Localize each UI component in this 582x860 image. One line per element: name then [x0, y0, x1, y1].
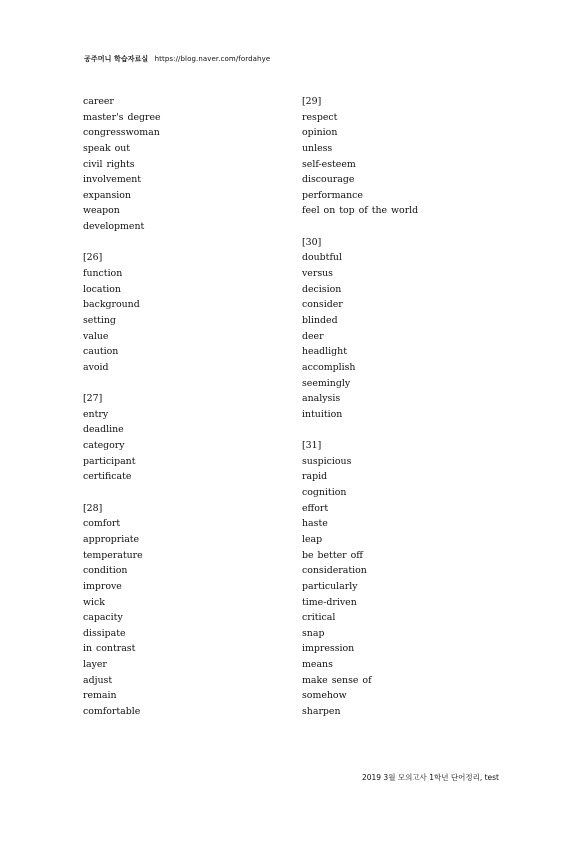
spacer	[83, 235, 313, 251]
vocab-word: be better off	[302, 549, 363, 561]
blog-name: 공주머니 학습자료실	[84, 55, 149, 63]
vocab-word: caution	[83, 346, 119, 358]
vocab-word: civil rights	[83, 158, 135, 170]
section-number: [26]	[83, 252, 103, 264]
vocab-word: development	[83, 221, 145, 233]
vocab-word: headlight	[302, 346, 347, 358]
vocab-word: somehow	[302, 690, 347, 702]
vocab-word: respect	[302, 111, 338, 123]
page-footer: 2019 3월 모의고사 1학년 단어정리, test	[361, 773, 499, 782]
vocab-word: participant	[83, 455, 136, 467]
vocab-word: entry	[83, 408, 109, 420]
section-number: [28]	[83, 502, 103, 514]
vocab-word: weapon	[83, 205, 120, 217]
vocab-word: discourage	[302, 174, 355, 186]
vocab-word: certificate	[83, 471, 132, 483]
vocab-word: time-driven	[302, 596, 357, 608]
vocab-word: impression	[302, 643, 355, 655]
section-number: [30]	[302, 236, 322, 248]
vocab-word: in contrast	[83, 643, 136, 655]
vocab-word: unless	[302, 142, 333, 154]
vocab-word: consideration	[302, 565, 367, 577]
section-number: [31]	[302, 440, 322, 452]
vocab-word: dissipate	[83, 627, 126, 639]
vocab-word: adjust	[83, 674, 113, 686]
spacer	[83, 485, 313, 501]
spacer	[83, 376, 313, 392]
vocab-word: seemingly	[302, 377, 351, 389]
vocab-word: avoid	[83, 361, 109, 373]
page-header	[84, 54, 270, 64]
vocab-word: doubtful	[302, 252, 342, 264]
vocab-word: performance	[302, 189, 363, 201]
vocab-word: layer	[83, 659, 107, 671]
vocab-word: wick	[83, 596, 105, 608]
right-word-column	[302, 94, 532, 720]
spacer	[302, 219, 532, 235]
vocab-word: location	[83, 283, 121, 295]
vocab-word: rapid	[302, 471, 328, 483]
vocab-word: involvement	[83, 174, 142, 186]
vocab-word: appropriate	[83, 533, 140, 545]
vocab-word: background	[83, 299, 140, 311]
vocab-word: self-esteem	[302, 158, 356, 170]
vocab-word: haste	[302, 518, 328, 530]
vocab-word: capacity	[83, 612, 123, 624]
vocab-word: means	[302, 659, 333, 671]
vocab-word: speak out	[83, 142, 131, 154]
blog-url: https://blog.naver.com/fordahye	[154, 55, 271, 63]
vocab-word: consider	[302, 299, 343, 311]
vocab-word: comfortable	[83, 705, 141, 717]
vocab-word: temperature	[83, 549, 143, 561]
vocab-word: opinion	[302, 127, 338, 139]
vocab-word: deadline	[83, 424, 124, 436]
vocab-word: analysis	[302, 393, 341, 405]
section-number: [29]	[302, 96, 322, 107]
vocab-word: master's degree	[83, 111, 161, 123]
vocab-word: deer	[302, 330, 324, 342]
vocab-word: leap	[302, 533, 323, 545]
vocab-word: comfort	[83, 518, 121, 530]
vocab-word: value	[83, 330, 109, 342]
vocab-word: function	[83, 268, 123, 280]
vocab-word: versus	[302, 268, 333, 280]
vocab-word: career	[83, 96, 114, 107]
vocab-word: condition	[83, 565, 128, 577]
vocab-word: accomplish	[302, 361, 356, 373]
spacer	[302, 422, 532, 438]
vocab-word: particularly	[302, 580, 358, 592]
vocab-word: snap	[302, 627, 325, 639]
vocab-word: category	[83, 440, 125, 452]
vocab-word: blinded	[302, 314, 338, 326]
vocab-word: suspicious	[302, 455, 352, 467]
vocab-word: intuition	[302, 408, 343, 420]
section-number: [27]	[83, 393, 103, 405]
vocab-word: make sense of	[302, 674, 372, 686]
vocab-word: congresswoman	[83, 127, 160, 139]
vocab-word: improve	[83, 580, 122, 592]
vocab-word: remain	[83, 690, 117, 702]
vocab-word: expansion	[83, 189, 131, 201]
vocab-word: effort	[302, 502, 329, 514]
vocab-word: decision	[302, 283, 342, 295]
vocab-word: cognition	[302, 487, 347, 499]
vocab-word: setting	[83, 314, 116, 326]
vocab-word: critical	[302, 612, 336, 624]
vocab-word: sharpen	[302, 705, 341, 717]
vocab-word: feel on top of the world	[302, 205, 419, 217]
left-word-column	[83, 94, 313, 720]
